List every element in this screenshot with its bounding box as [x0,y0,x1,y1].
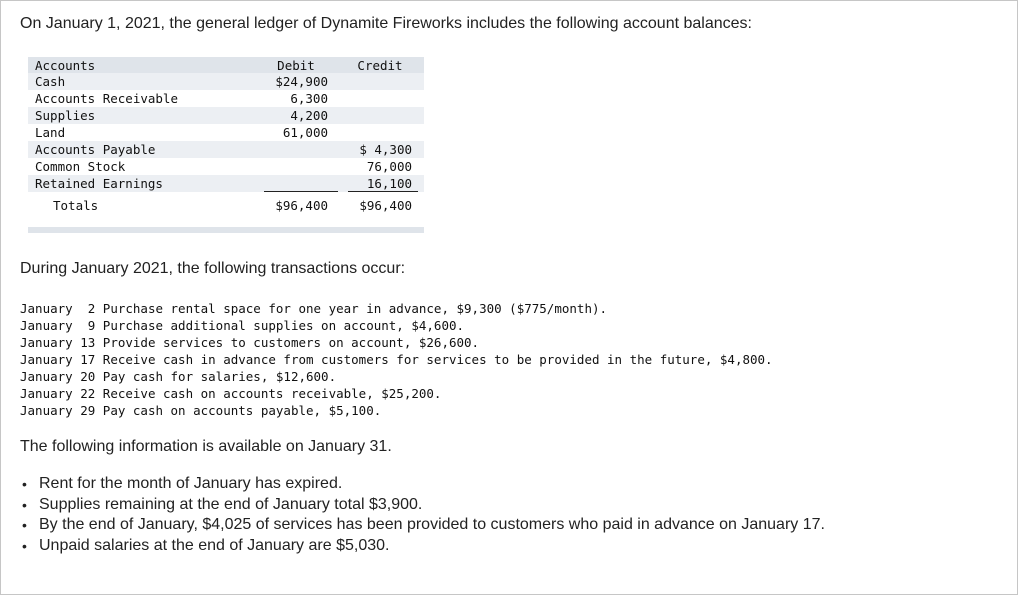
transaction-date: January 9 [20,318,96,333]
ledger-header-accounts: Accounts [35,58,96,73]
ledger-account: Cash [35,74,66,89]
bullet-icon: • [22,537,27,554]
ledger-total-credit: $96,400 [359,198,412,213]
ledger-bottom-band [28,227,424,233]
adjustment-text: Rent for the month of January has expired. [39,475,343,492]
transaction-text: Provide services to customers on account, $26,600. [102,335,480,350]
transaction-text: Receive cash on accounts receivable, $25,200. [102,386,442,401]
list-item [20,536,825,557]
ledger-totals-label: Totals [53,198,99,213]
list-item [20,515,825,536]
adjustment-text: By the end of January, $4,025 of services has been provided to customers who paid in advance on January 17. [39,516,825,533]
bullet-icon: • [22,476,27,492]
transaction-date: January 2 [20,301,96,316]
ledger-account: Accounts Receivable [35,91,178,106]
ledger-total-debit: $96,400 [275,198,328,213]
transaction-date: January 17 [20,352,96,367]
info-heading: The following information is available on January 31. [20,438,392,455]
bullet-icon: • [22,517,27,533]
ledger-header-credit: Credit [357,58,403,73]
transaction-row [20,385,773,402]
transaction-text: Receive cash in advance from customers for services to be provided in the future, $4,800. [102,352,773,367]
ledger-account: Common Stock [35,159,126,174]
ledger-account: Land [35,125,66,140]
ledger-account: Accounts Payable [35,142,156,157]
list-item [20,474,825,495]
ledger-debit: $24,900 [275,74,328,89]
transaction-date: January 20 [20,369,96,384]
transaction-date: January 13 [20,335,96,350]
ledger-debit: 4,200 [290,108,328,123]
ledger-account: Supplies [35,108,96,123]
transaction-row [20,368,773,385]
transaction-row [20,317,773,334]
transaction-row [20,351,773,368]
ledger-credit: 76,000 [366,159,412,174]
transaction-text: Purchase additional supplies on account, $4,600. [102,318,465,333]
transactions-list [20,300,773,419]
adjustments-list [20,474,825,556]
transaction-row [20,300,773,317]
transaction-text: Pay cash on accounts payable, $5,100. [102,403,382,418]
bullet-icon: • [22,496,27,513]
transaction-row [20,402,773,419]
transaction-row [20,334,773,351]
adjustment-text: Supplies remaining at the end of January total $3,900. [39,495,423,513]
transaction-text: Purchase rental space for one year in advance, $9,300 ($775/month). [102,301,608,316]
transactions-heading: During January 2021, the following transactions occur: [20,260,406,277]
ledger-row-band [28,73,424,90]
ledger-header-debit: Debit [277,58,315,73]
debit-total-rule [264,191,338,192]
adjustment-text: Unpaid salaries at the end of January are $5,030. [39,536,390,554]
ledger-debit: 61,000 [282,125,328,140]
ledger-credit: 16,100 [366,176,412,191]
ledger-table [28,57,424,233]
list-item [20,495,825,516]
transaction-date: January 22 [20,386,96,401]
ledger-account: Retained Earnings [35,176,163,191]
ledger-credit: $ 4,300 [359,142,412,157]
intro-text: On January 1, 2021, the general ledger of Dynamite Fireworks includes the following account balances: [20,15,752,32]
ledger-debit: 6,300 [290,91,328,106]
transaction-date: January 29 [20,403,96,418]
transaction-text: Pay cash for salaries, $12,600. [102,369,337,384]
credit-total-rule [348,191,418,192]
